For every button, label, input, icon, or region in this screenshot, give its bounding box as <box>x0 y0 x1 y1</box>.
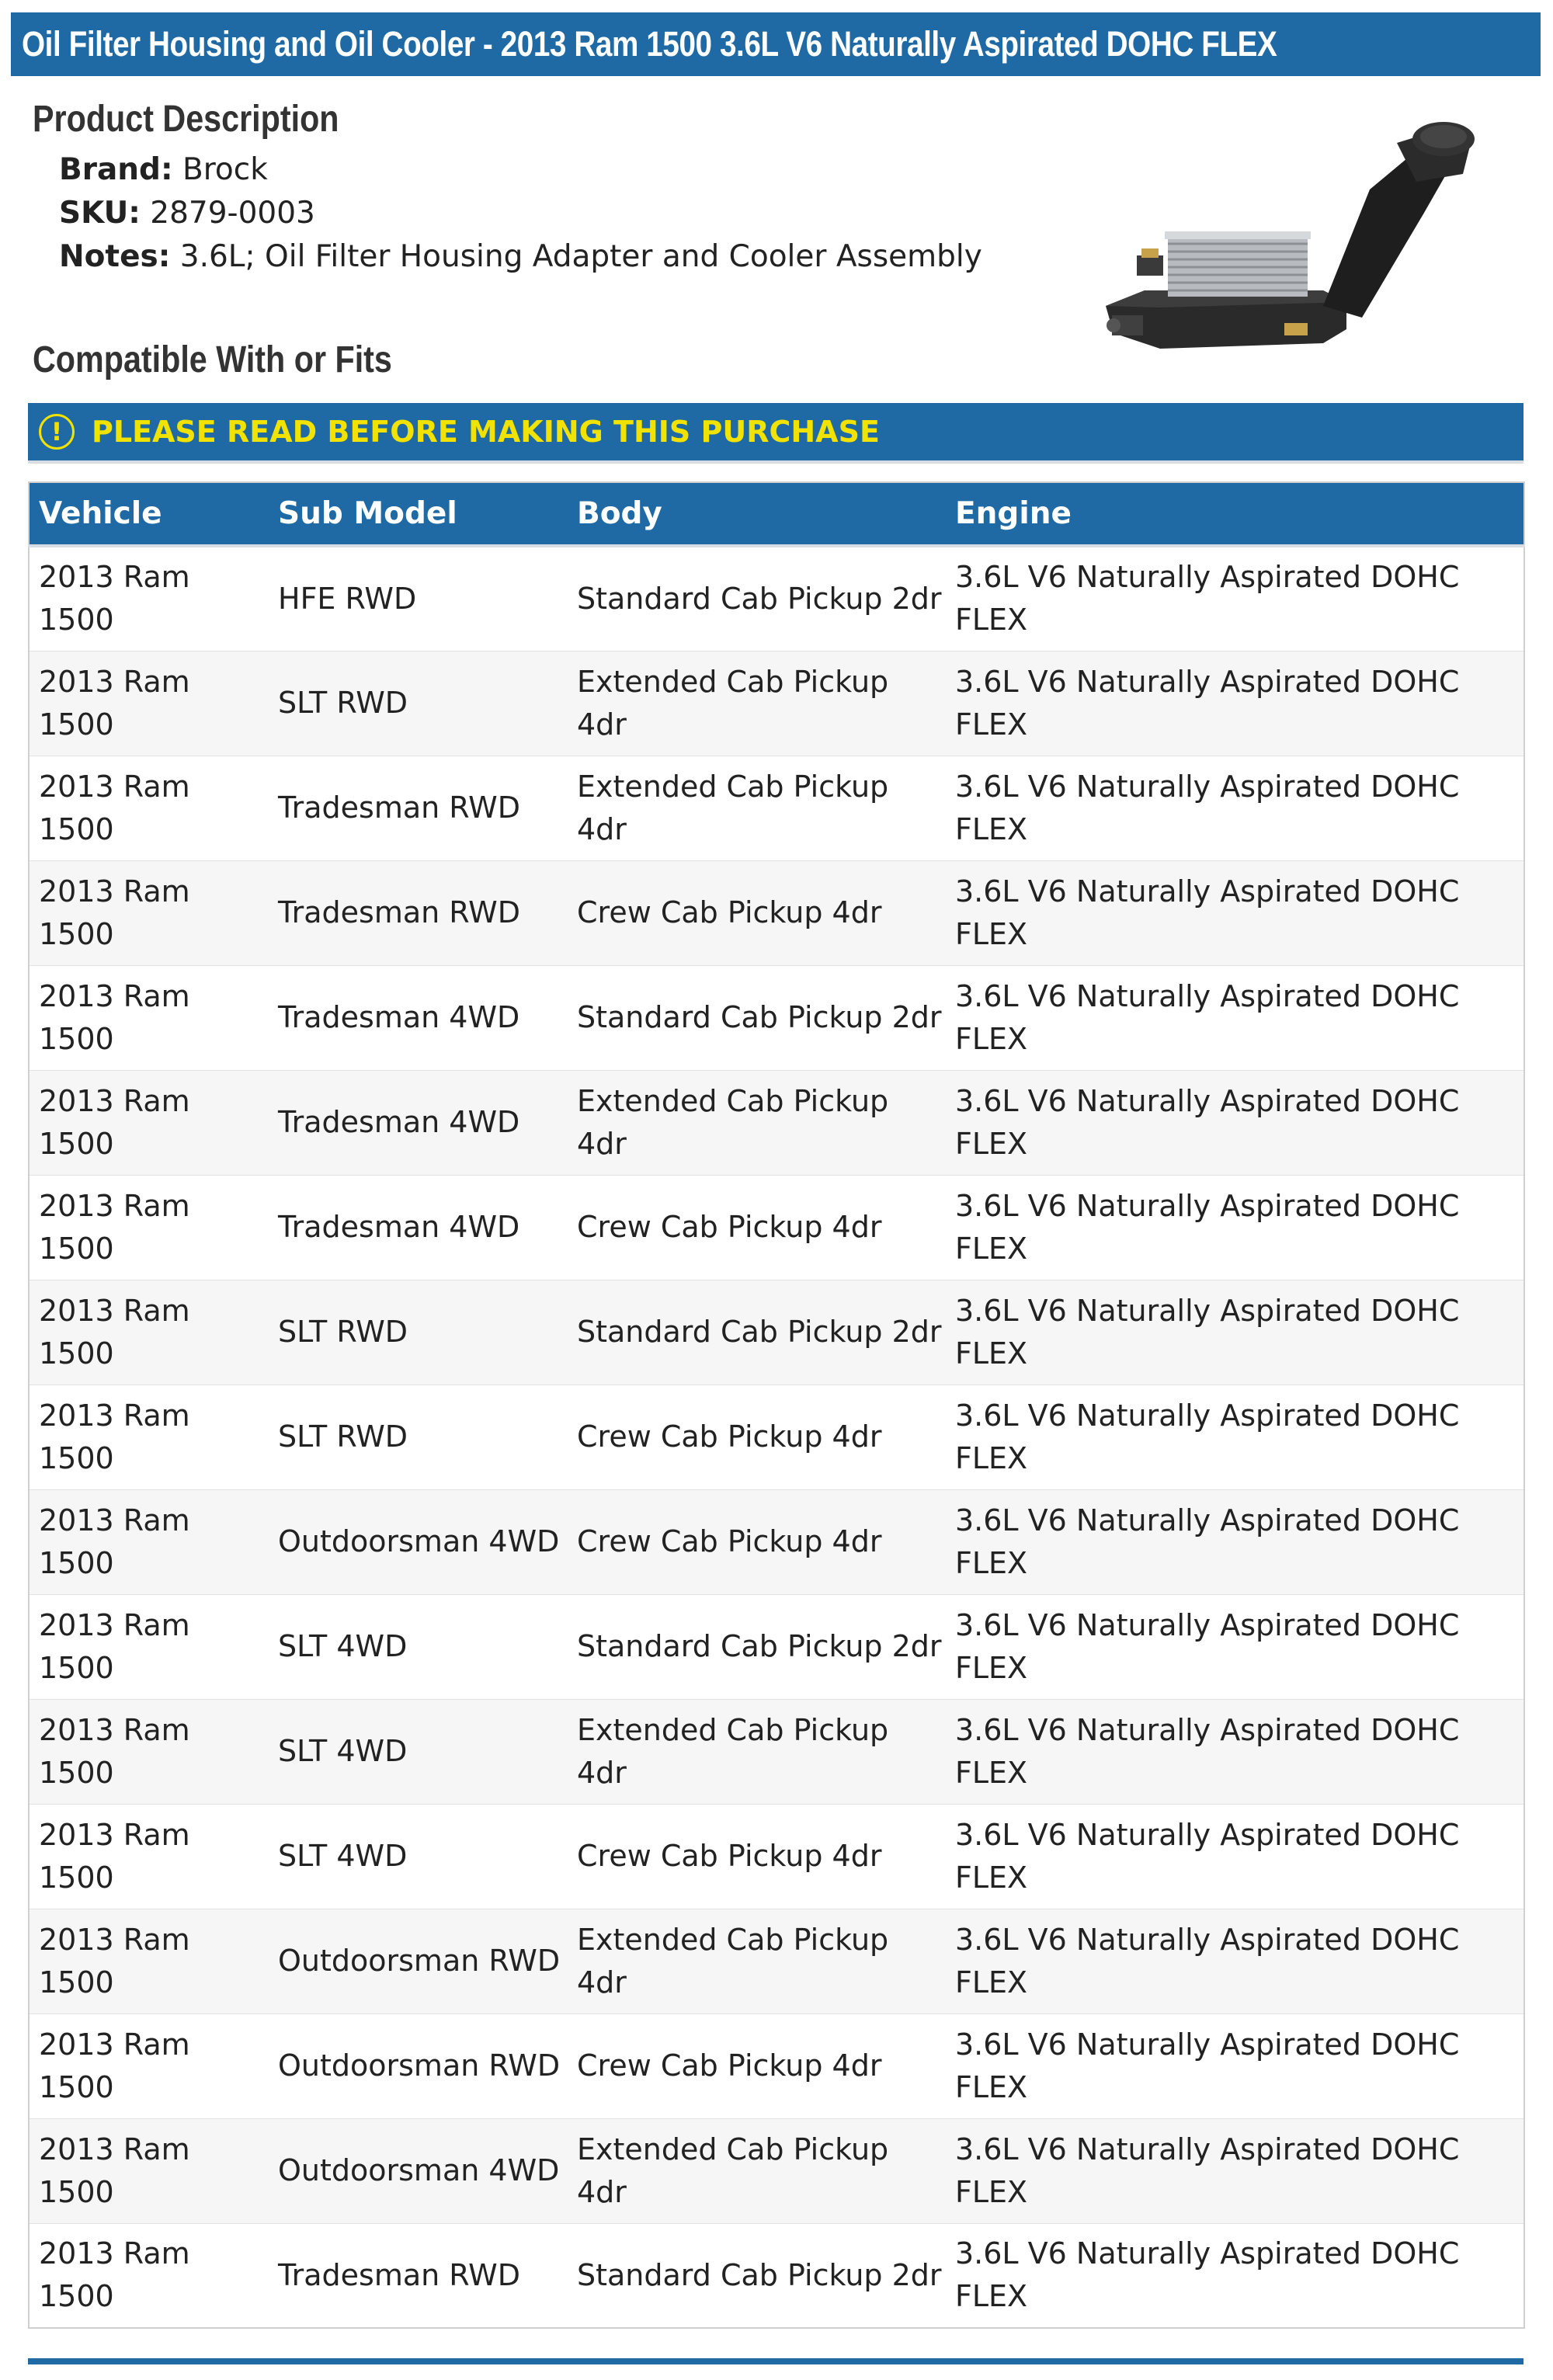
sub-model-cell: Outdoorsman RWD <box>269 2013 568 2118</box>
fitment-table <box>28 481 1525 2329</box>
engine-cell: 3.6L V6 Naturally Aspirated DOHC FLEX <box>946 860 1524 965</box>
engine-cell: 3.6L V6 Naturally Aspirated DOHC FLEX <box>946 756 1524 860</box>
sub-model-cell: Tradesman RWD <box>269 860 568 965</box>
compatible-heading: Compatible With or Fits <box>33 339 392 380</box>
vehicle-cell: 2013 Ram 1500 <box>29 546 269 651</box>
purchase-notice-text: PLEASE READ BEFORE MAKING THIS PURCHASE <box>92 415 880 449</box>
sku-label: SKU: <box>59 196 141 231</box>
engine-cell: 3.6L V6 Naturally Aspirated DOHC FLEX <box>946 1280 1524 1385</box>
table-row <box>29 1280 1524 1385</box>
vehicle-cell: 2013 Ram 1500 <box>29 1909 269 2013</box>
table-row <box>29 1385 1524 1489</box>
column-header-engine: Engine <box>946 482 1524 546</box>
body-cell: Extended Cab Pickup 4dr <box>568 1070 946 1175</box>
brand-line <box>59 152 268 187</box>
body-cell: Standard Cab Pickup 2dr <box>568 2223 946 2328</box>
notes-value: 3.6L; Oil Filter Housing Adapter and Cooler Assembly <box>179 239 982 274</box>
sub-model-cell: SLT 4WD <box>269 1699 568 1804</box>
table-header-row <box>29 482 1524 546</box>
sub-model-cell: Outdoorsman 4WD <box>269 2118 568 2223</box>
sub-model-cell: Tradesman RWD <box>269 2223 568 2328</box>
vehicle-cell: 2013 Ram 1500 <box>29 2013 269 2118</box>
table-row <box>29 1909 1524 2013</box>
table-row <box>29 1489 1524 1594</box>
engine-cell: 3.6L V6 Naturally Aspirated DOHC FLEX <box>946 1594 1524 1699</box>
vehicle-cell: 2013 Ram 1500 <box>29 2223 269 2328</box>
product-description-heading: Product Description <box>33 99 339 140</box>
body-cell: Crew Cab Pickup 4dr <box>568 860 946 965</box>
engine-cell: 3.6L V6 Naturally Aspirated DOHC FLEX <box>946 965 1524 1070</box>
table-row <box>29 1804 1524 1909</box>
table-row <box>29 860 1524 965</box>
table-row <box>29 2013 1524 2118</box>
sub-model-cell: SLT RWD <box>269 1280 568 1385</box>
body-cell: Standard Cab Pickup 2dr <box>568 1594 946 1699</box>
sub-model-cell: Tradesman 4WD <box>269 1175 568 1280</box>
table-row <box>29 1175 1524 1280</box>
sub-model-cell: HFE RWD <box>269 546 568 651</box>
sku-value: 2879-0003 <box>150 196 315 231</box>
engine-cell: 3.6L V6 Naturally Aspirated DOHC FLEX <box>946 1385 1524 1489</box>
body-cell: Standard Cab Pickup 2dr <box>568 546 946 651</box>
engine-cell: 3.6L V6 Naturally Aspirated DOHC FLEX <box>946 1175 1524 1280</box>
sub-model-cell: Outdoorsman 4WD <box>269 1489 568 1594</box>
table-row <box>29 2118 1524 2223</box>
body-cell: Standard Cab Pickup 2dr <box>568 965 946 1070</box>
body-cell: Extended Cab Pickup 4dr <box>568 1699 946 1804</box>
sub-model-cell: Tradesman RWD <box>269 756 568 860</box>
sub-model-cell: SLT RWD <box>269 1385 568 1489</box>
table-row <box>29 1594 1524 1699</box>
sub-model-cell: SLT 4WD <box>269 1594 568 1699</box>
vehicle-cell: 2013 Ram 1500 <box>29 1489 269 1594</box>
sub-model-cell: SLT 4WD <box>269 1804 568 1909</box>
vehicle-cell: 2013 Ram 1500 <box>29 1804 269 1909</box>
body-cell: Crew Cab Pickup 4dr <box>568 1489 946 1594</box>
engine-cell: 3.6L V6 Naturally Aspirated DOHC FLEX <box>946 1909 1524 2013</box>
exclamation-circle-icon: ! <box>39 414 75 450</box>
body-cell: Crew Cab Pickup 4dr <box>568 2013 946 2118</box>
vehicle-cell: 2013 Ram 1500 <box>29 1280 269 1385</box>
vehicle-cell: 2013 Ram 1500 <box>29 1594 269 1699</box>
engine-cell: 3.6L V6 Naturally Aspirated DOHC FLEX <box>946 2013 1524 2118</box>
table-row <box>29 546 1524 651</box>
brand-label: Brand: <box>59 152 173 187</box>
engine-cell: 3.6L V6 Naturally Aspirated DOHC FLEX <box>946 1804 1524 1909</box>
vehicle-cell: 2013 Ram 1500 <box>29 1699 269 1804</box>
table-row <box>29 651 1524 756</box>
vehicle-cell: 2013 Ram 1500 <box>29 1070 269 1175</box>
engine-cell: 3.6L V6 Naturally Aspirated DOHC FLEX <box>946 1699 1524 1804</box>
body-cell: Extended Cab Pickup 4dr <box>568 1909 946 2013</box>
body-cell: Extended Cab Pickup 4dr <box>568 756 946 860</box>
sub-model-cell: Tradesman 4WD <box>269 1070 568 1175</box>
table-row <box>29 2223 1524 2328</box>
page-title-bar <box>11 12 1541 76</box>
footer-divider <box>28 2358 1523 2364</box>
vehicle-cell: 2013 Ram 1500 <box>29 2118 269 2223</box>
sub-model-cell: SLT RWD <box>269 651 568 756</box>
column-header-body: Body <box>568 482 946 546</box>
vehicle-cell: 2013 Ram 1500 <box>29 756 269 860</box>
table-row <box>29 1699 1524 1804</box>
vehicle-cell: 2013 Ram 1500 <box>29 1175 269 1280</box>
engine-cell: 3.6L V6 Naturally Aspirated DOHC FLEX <box>946 2118 1524 2223</box>
engine-cell: 3.6L V6 Naturally Aspirated DOHC FLEX <box>946 1489 1524 1594</box>
vehicle-cell: 2013 Ram 1500 <box>29 1385 269 1489</box>
engine-cell: 3.6L V6 Naturally Aspirated DOHC FLEX <box>946 651 1524 756</box>
sub-model-cell: Tradesman 4WD <box>269 965 568 1070</box>
body-cell: Crew Cab Pickup 4dr <box>568 1804 946 1909</box>
body-cell: Extended Cab Pickup 4dr <box>568 2118 946 2223</box>
engine-cell: 3.6L V6 Naturally Aspirated DOHC FLEX <box>946 1070 1524 1175</box>
sku-line <box>59 196 315 231</box>
purchase-notice[interactable] <box>28 403 1523 464</box>
vehicle-cell: 2013 Ram 1500 <box>29 860 269 965</box>
notes-label: Notes: <box>59 239 171 274</box>
column-header-vehicle: Vehicle <box>29 482 269 546</box>
engine-cell: 3.6L V6 Naturally Aspirated DOHC FLEX <box>946 546 1524 651</box>
column-header-sub-model: Sub Model <box>269 482 568 546</box>
engine-cell: 3.6L V6 Naturally Aspirated DOHC FLEX <box>946 2223 1524 2328</box>
vehicle-cell: 2013 Ram 1500 <box>29 965 269 1070</box>
product-image <box>1090 96 1510 360</box>
sub-model-cell: Outdoorsman RWD <box>269 1909 568 2013</box>
body-cell: Crew Cab Pickup 4dr <box>568 1175 946 1280</box>
table-row <box>29 756 1524 860</box>
body-cell: Extended Cab Pickup 4dr <box>568 651 946 756</box>
vehicle-cell: 2013 Ram 1500 <box>29 651 269 756</box>
body-cell: Standard Cab Pickup 2dr <box>568 1280 946 1385</box>
table-row <box>29 965 1524 1070</box>
page-title: Oil Filter Housing and Oil Cooler - 2013 Ram 1500 3.6L V6 Naturally Aspirated DOHC FLEX <box>22 24 1277 64</box>
notes-line <box>59 239 982 274</box>
body-cell: Crew Cab Pickup 4dr <box>568 1385 946 1489</box>
brand-value: Brock <box>182 152 268 187</box>
table-row <box>29 1070 1524 1175</box>
